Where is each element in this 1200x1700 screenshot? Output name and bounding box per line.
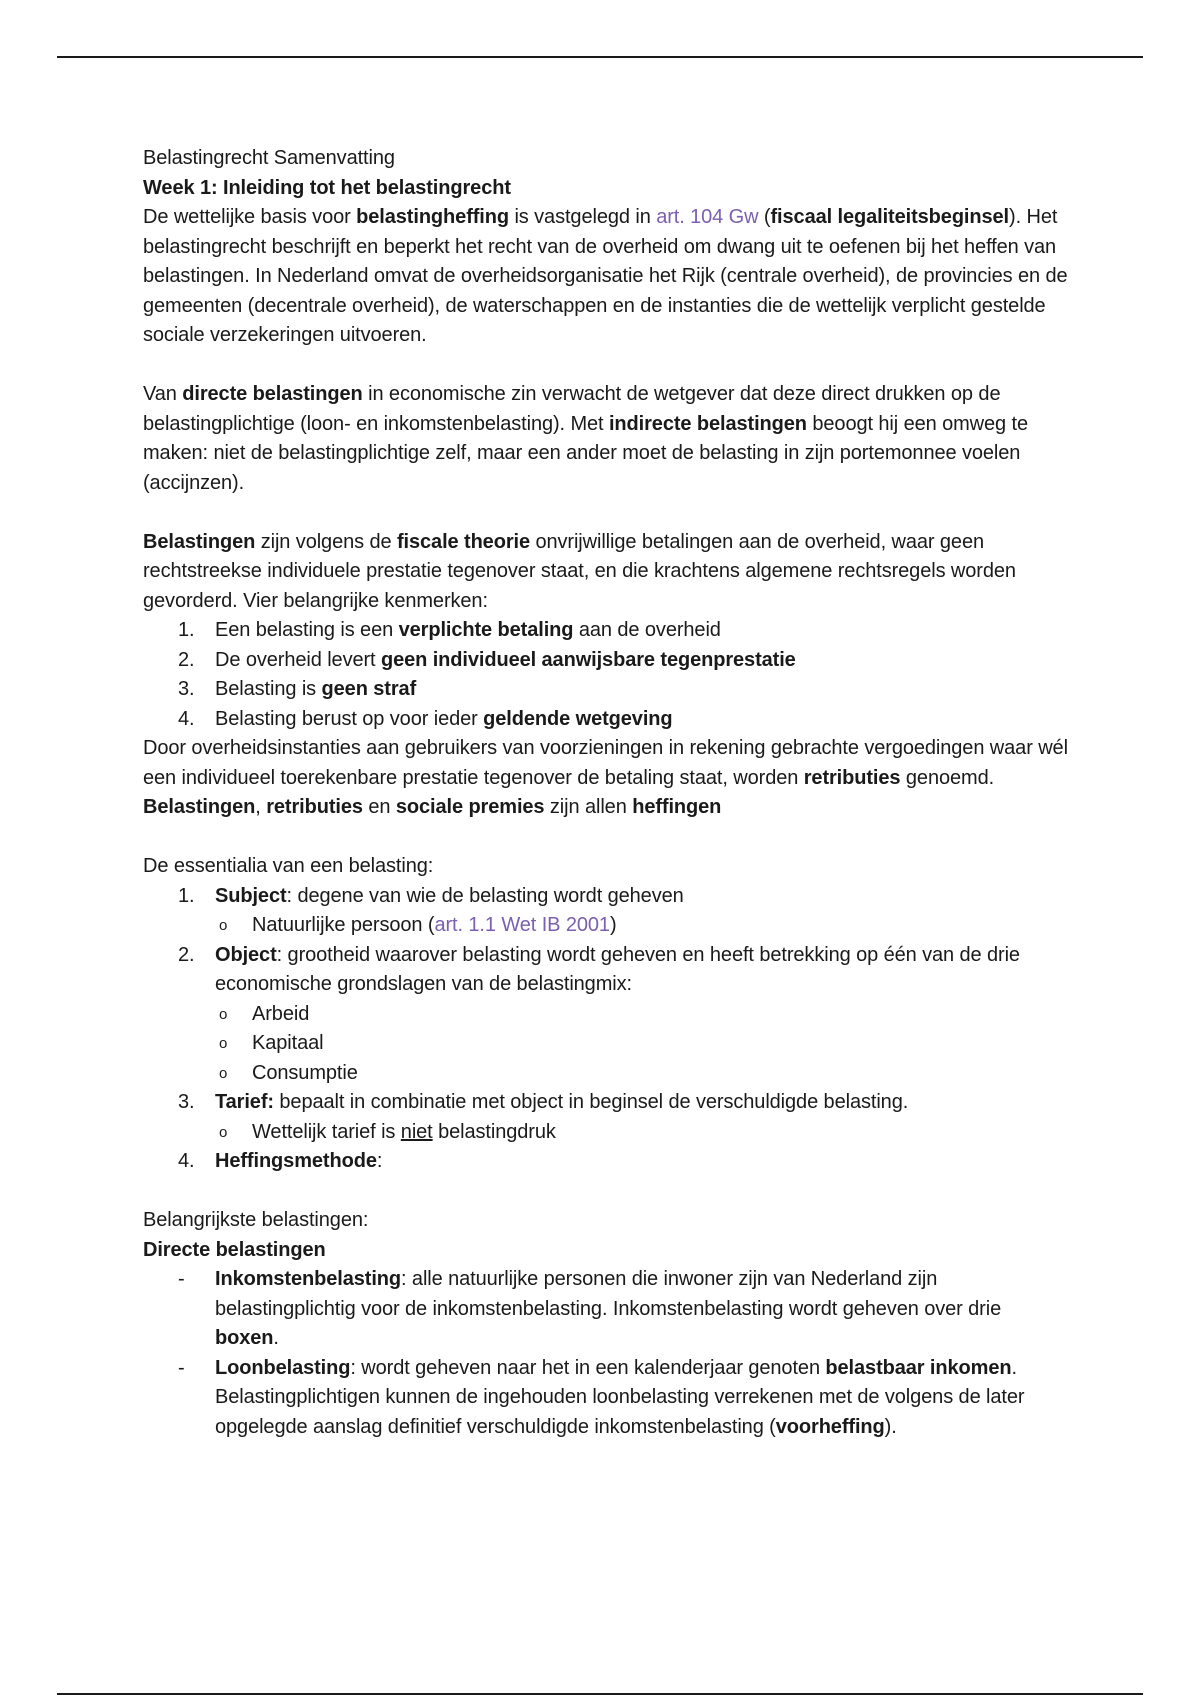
document-title: Belastingrecht Samenvatting xyxy=(143,147,395,169)
week-heading: Week 1: Inleiding tot het belastingrecht xyxy=(143,176,511,199)
essentialia-intro: De essentialia van een belasting: xyxy=(143,855,434,877)
article-link[interactable]: art. 1.1 Wet IB 2001 xyxy=(434,914,610,936)
sub-item: o Natuurlijke persoon (art. 1.1 Wet IB 2001) xyxy=(143,911,1068,941)
sub-item: o Arbeid xyxy=(143,1000,1068,1030)
paragraph-retributies: Door overheidsinstanties aan gebruikers van voorzieningen in rekening gebrachte vergoedingen waar wél een individueel toerekenbare prestatie tegenover de betaling staat, worden retributies genoemd. Belastingen, retributies en sociale premies zijn allen heffingen xyxy=(143,737,1068,818)
article-link[interactable]: art. 104 Gw xyxy=(656,206,759,228)
belangrijkste-intro: Belangrijkste belastingen: xyxy=(143,1209,369,1231)
directe-heading: Directe belastingen xyxy=(143,1238,326,1261)
sub-item: o Kapitaal xyxy=(143,1029,1068,1059)
circle-bullet-icon: o xyxy=(219,1064,228,1082)
sub-item: o Consumptie xyxy=(143,1059,1068,1089)
list-item: 2. De overheid levert geen individueel aanwijsbare tegenprestatie xyxy=(178,648,796,671)
directe-list xyxy=(143,1265,1068,1442)
paragraph-fiscale-theorie: Belastingen zijn volgens de fiscale theorie onvrijwillige betalingen aan de overheid, waar geen rechtstreekse individuele prestatie tegenover staat, en die krachtens algemene rechtsregels worden gevorderd. Vier belangrijke kenmerken: xyxy=(143,530,1016,612)
sub-item: o Wettelijk tarief is niet belastingdruk xyxy=(143,1118,1068,1148)
paragraph-legaliteit: De wettelijke basis voor belastingheffing is vastgelegd in art. 104 Gw (fiscaal legaliteitsbeginsel). Het belastingrecht beschrijft en beperkt het recht van de overheid om dwang uit te oefenen bij het heffen van belastingen. In Nederland omvat de overheidsorganisatie het Rijk (centrale overheid), de provincies en de gemeenten (decentrale overheid), de waterschappen en de instanties die de wettelijk verplicht gestelde sociale verzekeringen uitvoeren. xyxy=(143,206,1068,346)
list-item-tarief: 3. Tarief: bepaalt in combinatie met object in beginsel de verschuldigde belasting. xyxy=(178,1091,909,1113)
circle-bullet-icon: o xyxy=(219,917,228,934)
list-item-object: 2. Object: grootheid waarover belasting wordt geheven en heeft betrekking op één van de drie economische grondslagen van de belastingmix: xyxy=(178,943,1020,995)
circle-bullet-icon: o xyxy=(219,1005,228,1023)
list-item: 3. Belasting is geen straf xyxy=(178,678,417,700)
list-item: 1. Een belasting is een verplichte betaling aan de overheid xyxy=(178,619,721,641)
list-item: 4. Belasting berust op voor ieder geldende wetgeving xyxy=(178,707,673,730)
list-item-heffingsmethode: 4. Heffingsmethode: xyxy=(178,1150,383,1172)
circle-bullet-icon: o xyxy=(219,1035,228,1052)
paragraph-directe-indirecte: Van directe belastingen in economische zin verwacht de wetgever dat deze direct drukken op de belastingplichtige (loon- en inkomstenbelasting). Met indirecte belastingen beoogt hij een omweg te maken: niet de belastingplichtige zelf, maar een ander moet de belasting in zijn portemonnee voelen (accijnzen). xyxy=(143,383,1029,494)
essentialia-list xyxy=(143,882,1068,1177)
header-rule xyxy=(57,56,1143,58)
list-item-subject: 1. Subject: degene van wie de belasting wordt geheven xyxy=(178,884,684,907)
kenmerken-list xyxy=(143,616,1068,734)
list-item-inkomstenbelasting: - Inkomstenbelasting: alle natuurlijke personen die inwoner zijn van Nederland zijn belastingplichtig voor de inkomstenbelasting. Inkomstenbelasting wordt geheven over drie boxen. xyxy=(178,1268,1002,1349)
document-body xyxy=(143,144,1068,1442)
footer-rule xyxy=(57,1693,1143,1695)
list-item-loonbelasting: - Loonbelasting: wordt geheven naar het in een kalenderjaar genoten belastbaar inkomen. Belastingplichtigen kunnen de ingehouden loonbelasting verrekenen met de volgens de later opgelegde aanslag definitief verschuldigde inkomstenbelasting (voorheffing). xyxy=(178,1356,1025,1438)
circle-bullet-icon: o xyxy=(219,1123,228,1141)
